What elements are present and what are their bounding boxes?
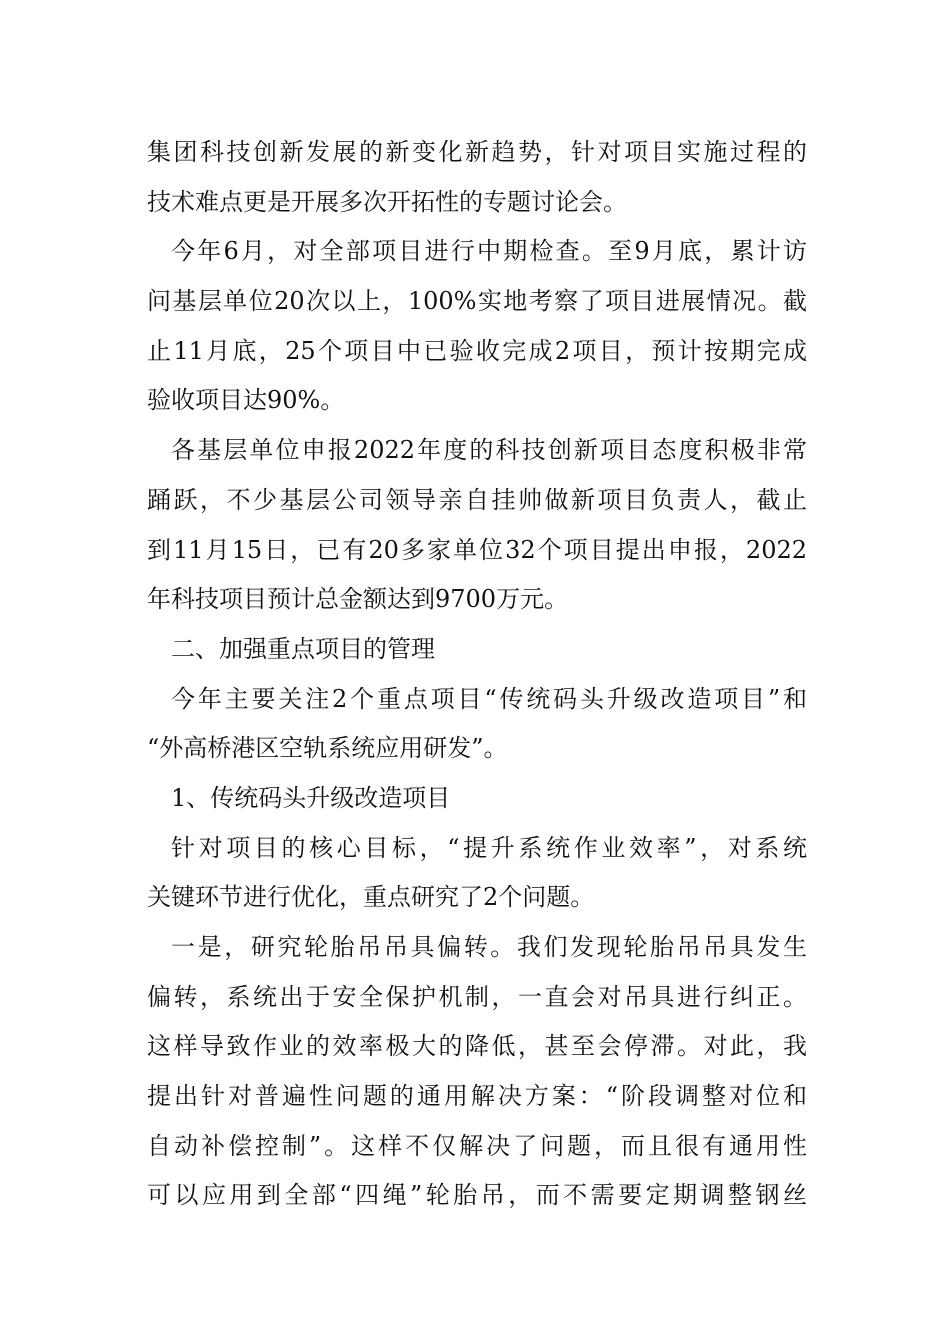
text-line: 今年6月，对全部项目进行中期检查。至9月底，累计访 xyxy=(171,237,807,266)
text-line: 偏转，系统出于安全保护机制，一直会对吊具进行纠正。 xyxy=(147,982,807,1011)
text-line: 一是，研究轮胎吊吊具偏转。我们发现轮胎吊吊具发生 xyxy=(171,933,807,961)
section-heading: 二、加强重点项目的管理 xyxy=(171,634,435,663)
text-line: 自动补偿控制”。这样不仅解决了问题，而且很有通用性 xyxy=(147,1131,807,1160)
text-line: 踊跃，不少基层公司领导亲自挂帅做新项目负责人，截止 xyxy=(147,485,807,514)
text-line: 止11月底，25个项目中已验收完成2项目，预计按期完成 xyxy=(147,336,807,365)
text-line: 针对项目的核心目标，“提升系统作业效率”，对系统 xyxy=(171,833,807,862)
text-line: 技术难点更是开展多次开拓性的专题讨论会。 xyxy=(147,187,627,216)
text-line: 提出针对普遍性问题的通用解决方案：“阶段调整对位和 xyxy=(147,1082,807,1111)
text-line: 可以应用到全部“四绳”轮胎吊，而不需要定期调整钢丝 xyxy=(147,1181,807,1210)
text-line: “外高桥港区空轨系统应用研发”。 xyxy=(147,734,508,763)
text-line: 问基层单位20次以上，100%实地考察了项目进展情况。截 xyxy=(147,287,807,316)
text-line: 到11月15日，已有20多家单位32个项目提出申报，2022 xyxy=(147,535,807,564)
text-line: 验收项目达90%。 xyxy=(147,386,345,415)
text-line: 关键环节进行优化，重点研究了2个问题。 xyxy=(147,883,595,912)
body-text xyxy=(147,128,807,1221)
text-line: 今年主要关注2个重点项目“传统码头升级改造项目”和 xyxy=(171,684,807,713)
text-line: 年科技项目预计总金额达到9700万元。 xyxy=(147,585,569,614)
text-line: 各基层单位申报2022年度的科技创新项目态度积极非常 xyxy=(171,436,807,465)
subsection-heading: 1、传统码头升级改造项目 xyxy=(171,783,451,812)
text-line: 集团科技创新发展的新变化新趋势，针对项目实施过程的 xyxy=(147,138,807,166)
text-line: 这样导致作业的效率极大的降低，甚至会停滞。对此，我 xyxy=(147,1032,807,1061)
